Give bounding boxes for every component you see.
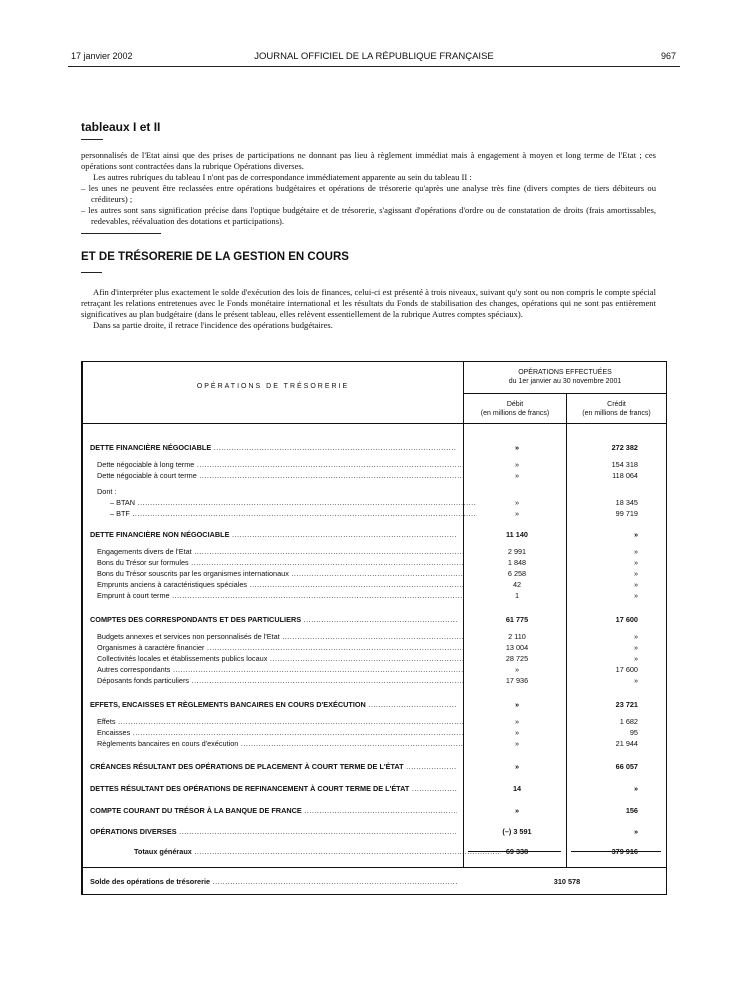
table-row <box>83 508 666 519</box>
row-debit-value: 17 936 <box>505 676 529 685</box>
row-debit-value: 2 991 <box>507 547 527 556</box>
row-label: Engagements divers de l'Etat ..... <box>97 546 464 557</box>
row-debit-value: 28 725 <box>505 654 529 663</box>
section2-paragraph: Dans sa partie droite, il retrace l'incidence des opérations budgétaires. <box>93 320 333 330</box>
row-credit-value: 156 <box>625 806 638 815</box>
row-label: DETTES RÉSULTANT DES OPÉRATIONS DE REFINANCEMENT À COURT TERME DE L'ÉTAT ..... <box>90 783 457 794</box>
row-debit-value: » <box>514 471 520 480</box>
section2-paragraph: Afin d'interpréter plus exactement le solde d'exécution des lois de finances, celui-ci est présenté à trois niveaux, suivant qu'y sont ou non compris le compte spécial retraçant les relations entretenues avec le Fonds monétaire international et les résultats du Fonds de stabilisation des changes, opérations qui ne sont pas entièrement significatives au plan budgétaire (dans le présent tableau, elles relèvent essentiellement de la rubrique Autres comptes spéciaux). <box>81 287 656 319</box>
row-debit-value: 14 <box>512 784 522 793</box>
section1-bullet: – les unes ne peuvent être reclassées entre opérations budgétaires et opérations de trésorerie qu'après une analyse très fine (divers comptes de tiers débiteurs ou créditeurs) ; <box>81 183 656 204</box>
row-credit-value: 272 382 <box>611 443 638 452</box>
table-row <box>83 497 666 508</box>
column-group-header <box>464 368 666 386</box>
row-debit-value: 61 775 <box>505 615 529 624</box>
row-label: Dette négociable à court terme ..... <box>97 470 464 481</box>
row-credit-value: 1 682 <box>619 717 638 726</box>
table-row <box>83 664 666 675</box>
column-header-debit <box>464 400 566 418</box>
row-label: Bons du Trésor sur formules ..... <box>97 557 464 568</box>
column-group-title: OPÉRATIONS EFFECTUÉES <box>518 369 612 376</box>
solde-value: 310 578 <box>553 877 581 886</box>
row-label: DETTE FINANCIÈRE NÉGOCIABLE ..... <box>90 442 457 453</box>
row-credit-value: » <box>633 784 638 793</box>
table-row <box>83 568 666 579</box>
column-header-credit <box>567 400 666 418</box>
row-debit-value: » <box>514 443 520 452</box>
table-row <box>83 631 666 642</box>
table-row <box>83 846 666 857</box>
row-credit-value: 23 721 <box>615 700 638 709</box>
solde-label: Solde des opérations de trésorerie ..... <box>90 876 457 887</box>
row-debit-value: » <box>514 700 520 709</box>
table-row <box>83 590 666 601</box>
row-debit-value: » <box>514 498 520 507</box>
table-row <box>83 529 666 540</box>
row-debit-value: » <box>514 739 520 748</box>
row-debit-value: (–) 3 591 <box>502 827 532 836</box>
row-label: – BTF ..... <box>110 508 477 519</box>
row-label: Encaisses ..... <box>97 727 464 738</box>
row-credit-value: 118 064 <box>612 471 638 480</box>
table-row <box>83 738 666 749</box>
row-debit-value: » <box>514 762 520 771</box>
table-row <box>83 761 666 772</box>
row-debit-value: 11 140 <box>506 530 528 539</box>
table-row <box>83 442 666 453</box>
row-label: Dette négociable à long terme ..... <box>97 459 464 470</box>
row-credit-value: 99 719 <box>615 509 638 518</box>
section-heading-tresorerie: ET DE TRÉSORERIE DE LA GESTION EN COURS <box>81 251 349 263</box>
row-credit-value: 66 057 <box>615 762 638 771</box>
row-debit-value: » <box>514 665 520 674</box>
tresorerie-table <box>81 361 667 895</box>
section-heading-tableaux: tableaux I et II <box>81 120 161 134</box>
row-debit-value: 2 110 <box>508 632 526 641</box>
row-debit-value: 13 004 <box>505 643 529 652</box>
column-group-period: du 1er janvier au 30 novembre 2001 <box>508 378 622 385</box>
row-label: Organismes à caractère financier ..... <box>97 642 464 653</box>
header-journal-title: JOURNAL OFFICIEL DE LA RÉPUBLIQUE FRANÇAISE <box>254 51 494 62</box>
row-debit-value: » <box>514 460 520 469</box>
row-label: OPÉRATIONS DIVERSES ..... <box>90 826 457 837</box>
row-credit-value: » <box>633 547 638 556</box>
row-label: Emprunt à court terme ..... <box>97 590 464 601</box>
row-label: Dont : <box>97 487 117 496</box>
row-label: Déposants fonds particuliers ..... <box>97 675 464 686</box>
row-label: DETTE FINANCIÈRE NON NÉGOCIABLE ..... <box>90 529 457 540</box>
section-separator-rule <box>81 233 161 234</box>
table-row <box>83 826 666 837</box>
row-credit-value: 18 345 <box>615 498 638 507</box>
row-label: COMPTE COURANT DU TRÉSOR À LA BANQUE DE FRANCE ..... <box>90 805 457 816</box>
table-row <box>83 486 666 497</box>
row-label: Budgets annexes et services non personnalisés de l'Etat ..... <box>97 631 464 642</box>
row-debit-value: 42 <box>512 580 522 589</box>
row-debit-value: 6 258 <box>507 569 527 578</box>
section1-text <box>81 150 656 227</box>
section-short-rule <box>81 139 103 140</box>
row-label: Collectivités locales et établissements publics locaux ..... <box>97 653 464 664</box>
section1-paragraph: personnalisés de l'Etat ainsi que des prises de participations ne donnant pas lieu à règlement immédiat mais à engagement à moyen et long terme de l'Etat ; ces opérations sont contractées dans la rubrique Opérations diverses. <box>81 150 656 171</box>
table-row <box>83 716 666 727</box>
table-row <box>83 557 666 568</box>
row-label: COMPTES DES CORRESPONDANTS ET DES PARTICULIERS ..... <box>90 614 457 625</box>
row-credit-value: 95 <box>629 728 638 737</box>
credit-unit: (en millions de francs) <box>582 410 651 417</box>
debit-title: Débit <box>506 401 524 408</box>
solde-row <box>83 876 666 887</box>
table-row <box>83 546 666 557</box>
table-row <box>83 653 666 664</box>
row-credit-value: » <box>633 591 638 600</box>
row-label: Règlements bancaires en cours d'exécution ..... <box>97 738 464 749</box>
table-row <box>83 614 666 625</box>
row-label: Effets ..... <box>97 716 464 727</box>
row-credit-value: » <box>633 569 638 578</box>
credit-title: Crédit <box>607 401 626 408</box>
row-debit-value: » <box>514 728 520 737</box>
table-row <box>83 783 666 794</box>
table-row <box>83 642 666 653</box>
row-label: Emprunts anciens à caractéristiques spéciales ..... <box>97 579 464 590</box>
table-header-bottom-rule <box>83 423 666 424</box>
row-credit-value: » <box>633 643 638 652</box>
row-debit-value: 1 <box>514 591 520 600</box>
row-credit-value: 17 600 <box>615 665 638 674</box>
row-label: Bons du Trésor souscrits par les organismes internationaux ..... <box>97 568 464 579</box>
table-row <box>83 459 666 470</box>
debit-unit: (en millions de francs) <box>480 410 550 417</box>
row-credit-value: 21 944 <box>615 739 638 748</box>
row-label: – BTAN ..... <box>110 497 477 508</box>
header-rule <box>68 66 680 67</box>
table-row <box>83 675 666 686</box>
row-label: EFFETS, ENCAISSES ET RÈGLEMENTS BANCAIRES EN COURS D'EXÉCUTION ..... <box>90 699 457 710</box>
table-row <box>83 470 666 481</box>
header-date: 17 janvier 2002 <box>71 51 133 61</box>
row-credit-value: » <box>633 580 638 589</box>
table-solde-rule <box>83 867 666 868</box>
row-credit-value: 154 318 <box>611 460 638 469</box>
row-credit-value: 17 600 <box>615 615 638 624</box>
row-debit-value: 1 848 <box>507 558 527 567</box>
section-short-rule <box>81 272 102 273</box>
row-label: CRÉANCES RÉSULTANT DES OPÉRATIONS DE PLACEMENT À COURT TERME DE L'ÉTAT ..... <box>90 761 457 772</box>
table-row <box>83 579 666 590</box>
row-debit-value: » <box>514 806 520 815</box>
row-credit-value: » <box>633 676 638 685</box>
header-page-number: 967 <box>660 51 676 61</box>
column-header-operations: OPÉRATIONS DE TRÉSORERIE <box>196 383 350 390</box>
row-credit-value: » <box>633 632 638 641</box>
table-header-divider <box>463 393 666 394</box>
row-credit-value: » <box>633 827 638 836</box>
section2-text <box>81 287 656 331</box>
row-debit-value: » <box>514 509 520 518</box>
row-credit-value: » <box>633 654 638 663</box>
section1-paragraph: Les autres rubriques du tableau I n'ont pas de correspondance immédiatement apparente au sein du tableau II : <box>93 172 472 182</box>
table-row <box>83 727 666 738</box>
row-debit-value: » <box>514 717 520 726</box>
table-row <box>83 699 666 710</box>
row-debit-value: 69 338 <box>505 847 529 856</box>
row-label: Autres correspondants ..... <box>97 664 464 675</box>
row-credit-value: » <box>633 530 638 539</box>
table-row <box>83 805 666 816</box>
row-credit-value: » <box>633 558 638 567</box>
row-label: Totaux généraux ..... <box>134 846 501 857</box>
row-credit-value: 379 916 <box>611 847 638 856</box>
section1-bullet: – les autres sont sans signification précise dans l'optique budgétaire et de trésorerie, s'agissant d'opérations d'ordre ou de constatation de droits (frais amortissables, redevables, réévaluation des dotations et participations). <box>81 205 656 226</box>
